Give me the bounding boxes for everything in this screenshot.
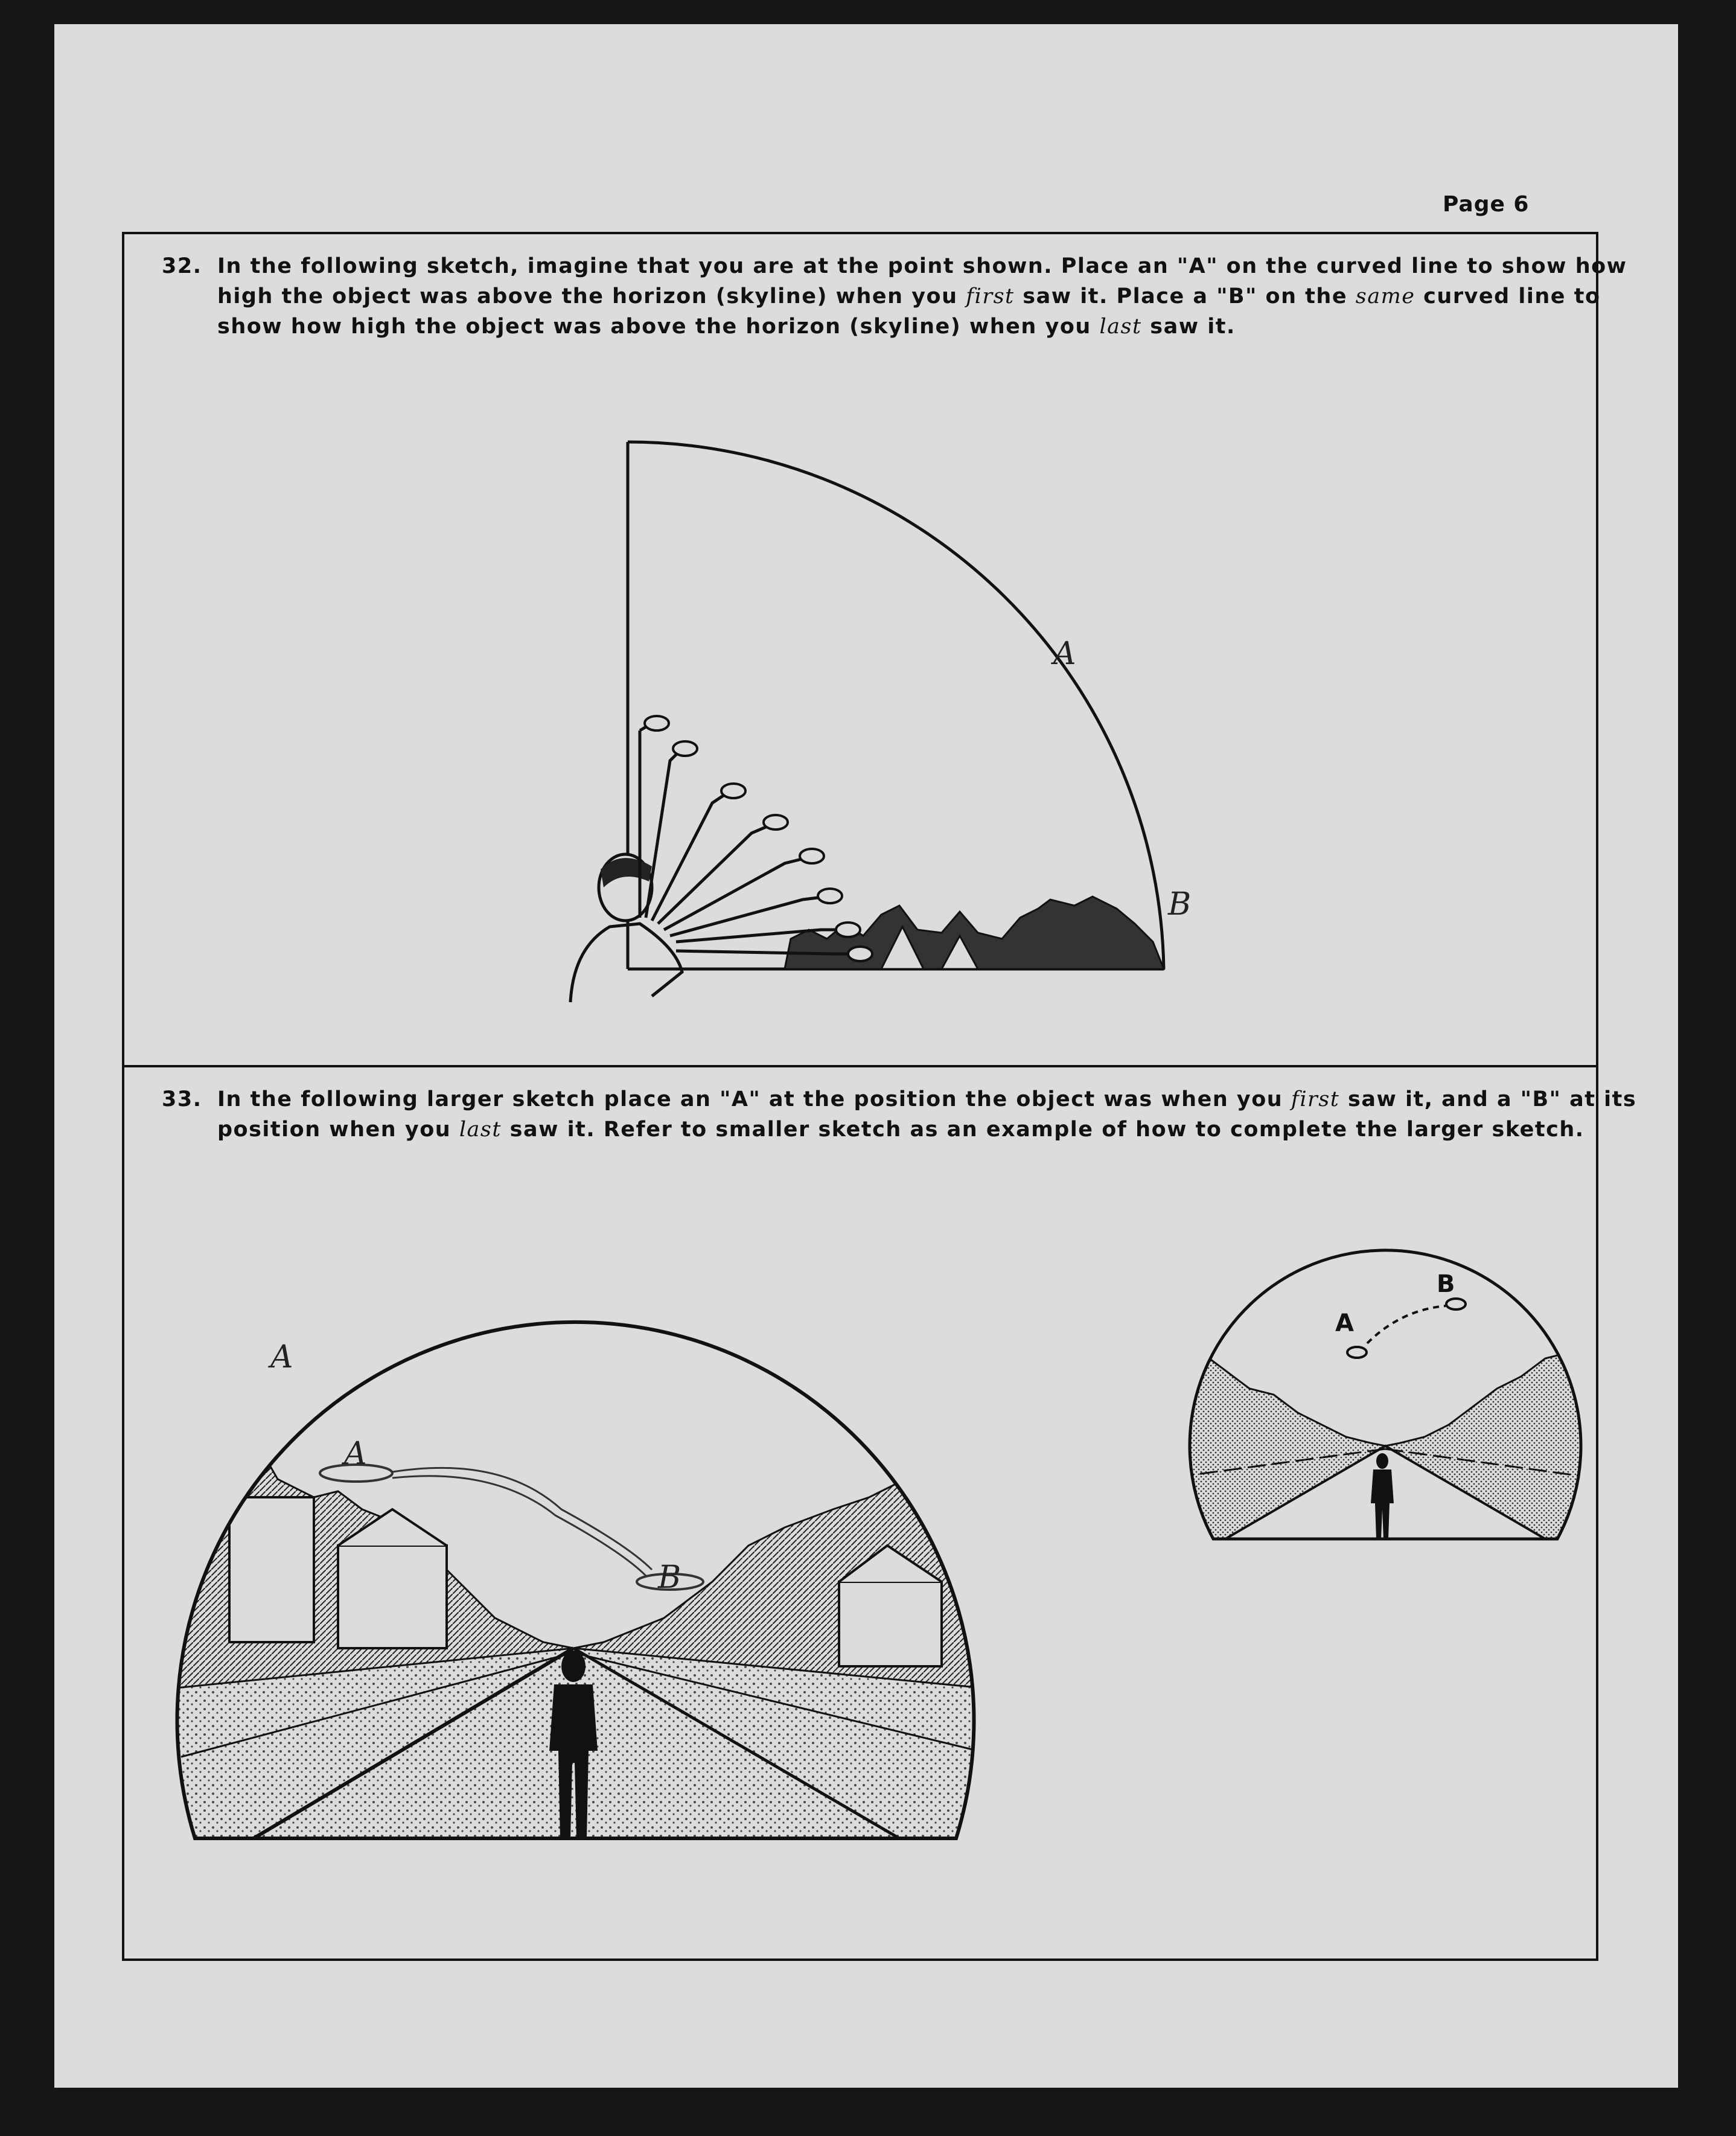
q32-line3-a: show how high the object was above the horizon (skyline) when you	[217, 315, 1100, 339]
q32-handwritten-a: A	[1053, 636, 1076, 672]
q32-line2-em: first	[966, 284, 1015, 309]
q33-line1-b: saw it, and a "B" at its	[1339, 1087, 1637, 1111]
q32-line3-em: last	[1099, 315, 1142, 339]
q33-line2-em: last	[459, 1118, 502, 1142]
question-33-number: 33.	[162, 1087, 202, 1111]
q33-line1-em: first	[1291, 1087, 1340, 1111]
q33-line2-a: position when you	[217, 1118, 459, 1142]
question-32-number: 32.	[162, 254, 202, 278]
q32-line3-b: saw it.	[1141, 315, 1236, 339]
q32-handwritten-b: B	[1168, 886, 1192, 923]
small-example-a: A	[1335, 1309, 1354, 1337]
q33-line1-a: In the following larger sketch place an "A" at the position the object was when you	[217, 1087, 1291, 1111]
q33-large-mark-b: B	[658, 1559, 681, 1596]
q32-line2-b: saw it. Place a "B" on the	[1014, 284, 1356, 309]
page-number: Page 6	[1443, 192, 1530, 217]
q33-outer-handwritten-a: A	[270, 1339, 293, 1375]
q32-line2-em2: same	[1355, 284, 1415, 309]
q33-large-mark-a: A	[344, 1436, 367, 1472]
q32-line2-a: high the object was above the horizon (skyline) when you	[217, 284, 966, 309]
small-example-b: B	[1437, 1270, 1455, 1298]
q33-line2-b: saw it. Refer to smaller sketch as an example of how to complete the larger sketch.	[501, 1118, 1584, 1142]
q32-line2-c: curved line to	[1415, 284, 1601, 309]
q32-line1: In the following sketch, imagine that you are at the point shown. Place an "A" on the curved line to show how	[217, 254, 1627, 278]
